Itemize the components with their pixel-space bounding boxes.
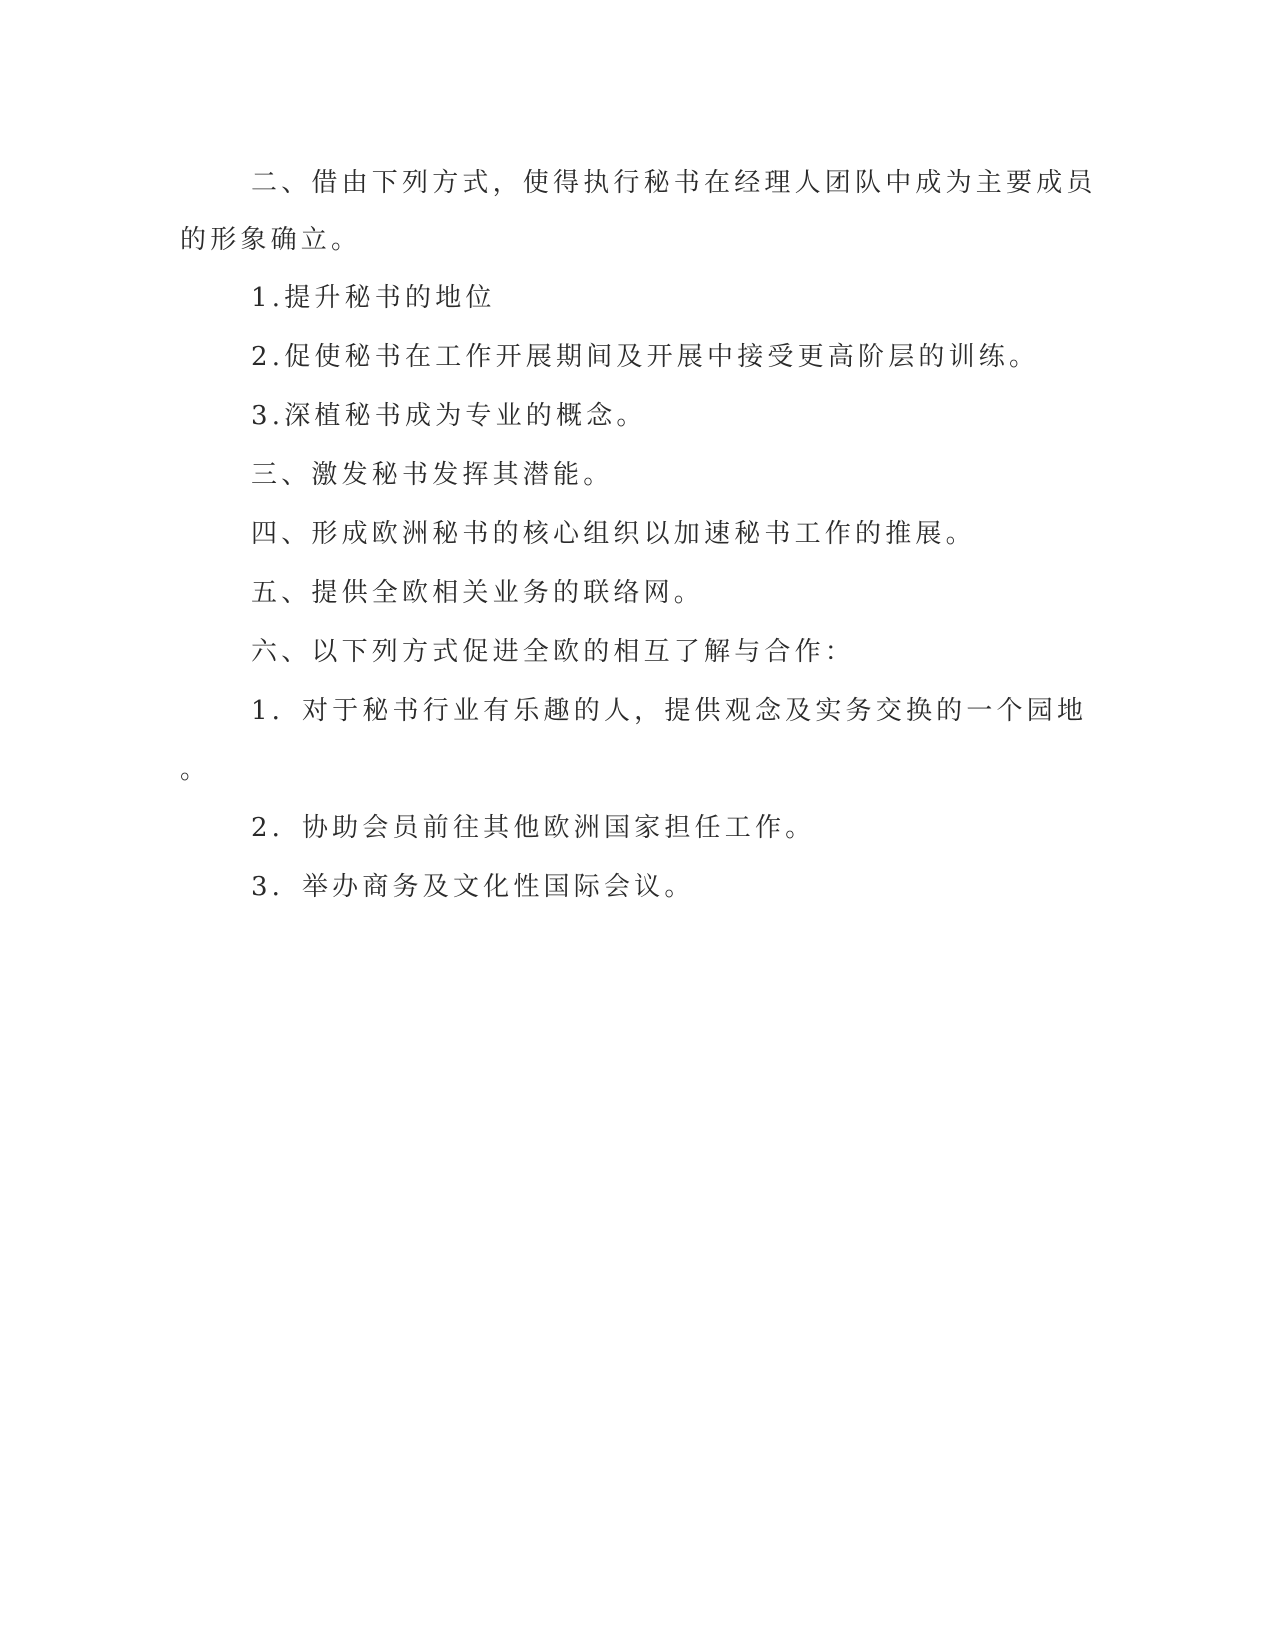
paragraph-line-4: 四、形成欧洲秘书的核心组织以加速秘书工作的推展。 xyxy=(251,519,976,549)
list-item-3: 3.深植秘书成为专业的概念。 xyxy=(251,401,647,431)
list-item-1: 1.提升秘书的地位 xyxy=(251,283,496,313)
paragraph-line-1-continued: 的形象确立。 xyxy=(180,225,362,255)
sub-item-2: 2．协助会员前往其他欧洲国家担任工作。 xyxy=(251,813,816,843)
paragraph-line-3: 三、激发秘书发挥其潜能。 xyxy=(251,460,614,490)
list-item-2: 2.促使秘书在工作开展期间及开展中接受更高阶层的训练。 xyxy=(251,342,1040,372)
paragraph-line-6: 六、以下列方式促进全欧的相互了解与合作： xyxy=(251,637,856,667)
paragraph-line-5: 五、提供全欧相关业务的联络网。 xyxy=(251,578,705,608)
sub-item-1-continued: 。 xyxy=(180,755,211,785)
paragraph-line-1: 二、借由下列方式，使得执行秘书在经理人团队中成为主要成员 xyxy=(251,168,1097,198)
sub-item-1: 1．对于秘书行业有乐趣的人，提供观念及实务交换的一个园地 xyxy=(251,696,1088,726)
sub-item-3: 3．举办商务及文化性国际会议。 xyxy=(251,872,695,902)
